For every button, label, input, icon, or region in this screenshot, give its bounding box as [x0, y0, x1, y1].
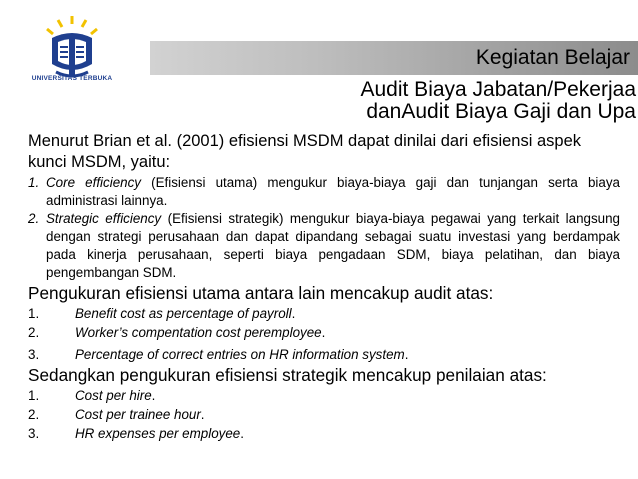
slide-title-line-1: Kegiatan Belajar — [475, 46, 630, 69]
list-item — [28, 174, 620, 210]
list-text: Cost per hire — [75, 388, 152, 403]
list-number: 2. — [28, 407, 40, 422]
strategic-items-list — [28, 386, 620, 443]
list-number: 3. — [28, 426, 40, 441]
efficiency-list — [28, 174, 620, 282]
list-number: 3. — [28, 347, 40, 362]
intro-paragraph: Menurut Brian et al. (2001) efisiensi MSDM dapat dinilai dari efisiensi aspek kunci MSDM, yaitu: — [28, 132, 582, 171]
list-item — [28, 405, 620, 424]
list-item — [28, 345, 620, 364]
list-text: Percentage of correct entries on HR information system — [75, 347, 405, 362]
slide-title-line-3: danAudit Biaya Gaji dan Upa — [366, 100, 636, 123]
core-items-list — [28, 304, 620, 364]
list-number: 2. — [28, 211, 40, 226]
list-text: Cost per trainee hour — [75, 407, 201, 422]
list-item — [28, 323, 620, 342]
list-text: Benefit cost as percentage of payroll — [75, 306, 292, 321]
list-end: . — [200, 407, 205, 422]
list-number: 1. — [28, 175, 40, 190]
list-text: (Efisiensi utama) mengukur biaya-biaya gaji dan tunjangan serta biaya administrasi lainnya. — [46, 175, 620, 208]
list-number: 1. — [28, 306, 40, 321]
list-number: 2. — [28, 325, 40, 340]
list-term: Strategic efficiency — [46, 211, 162, 226]
list-number: 1. — [28, 388, 40, 403]
list-end: . — [404, 347, 409, 362]
list-term: Core efficiency — [46, 175, 141, 190]
strategic-heading: Sedangkan pengukuran efisiensi strategik mencakup penilaian atas: — [28, 365, 547, 385]
list-item — [28, 304, 620, 323]
slide-title-line-2: Audit Biaya Jabatan/Pekerjaa — [360, 78, 636, 101]
universitas-terbuka-logo — [22, 14, 122, 94]
list-text: Worker’s compentation cost peremployee — [75, 325, 322, 340]
list-end: . — [321, 325, 326, 340]
list-end: . — [291, 306, 296, 321]
list-text: HR expenses per employee — [75, 426, 241, 441]
list-item — [28, 386, 620, 405]
core-heading: Pengukuran efisiensi utama antara lain mencakup audit atas: — [28, 283, 494, 303]
list-text: (Efisiensi strategik) mengukur biaya-biaya pegawai yang terkait langsung dengan strategi perusahaan dan dapat dipandang sebagai suatu investasi yang berdampak pada kinerja perusahaan, seperti biaya pengadaan SDM, biaya pelatihan, dan biaya pengembangan SDM. — [46, 211, 621, 280]
logo-caption: UNIVERSITAS TERBUKA — [31, 75, 113, 82]
list-item — [28, 424, 620, 443]
list-item — [28, 210, 620, 282]
slide-body — [28, 131, 620, 443]
list-end: . — [240, 426, 244, 441]
list-end: . — [151, 388, 156, 403]
